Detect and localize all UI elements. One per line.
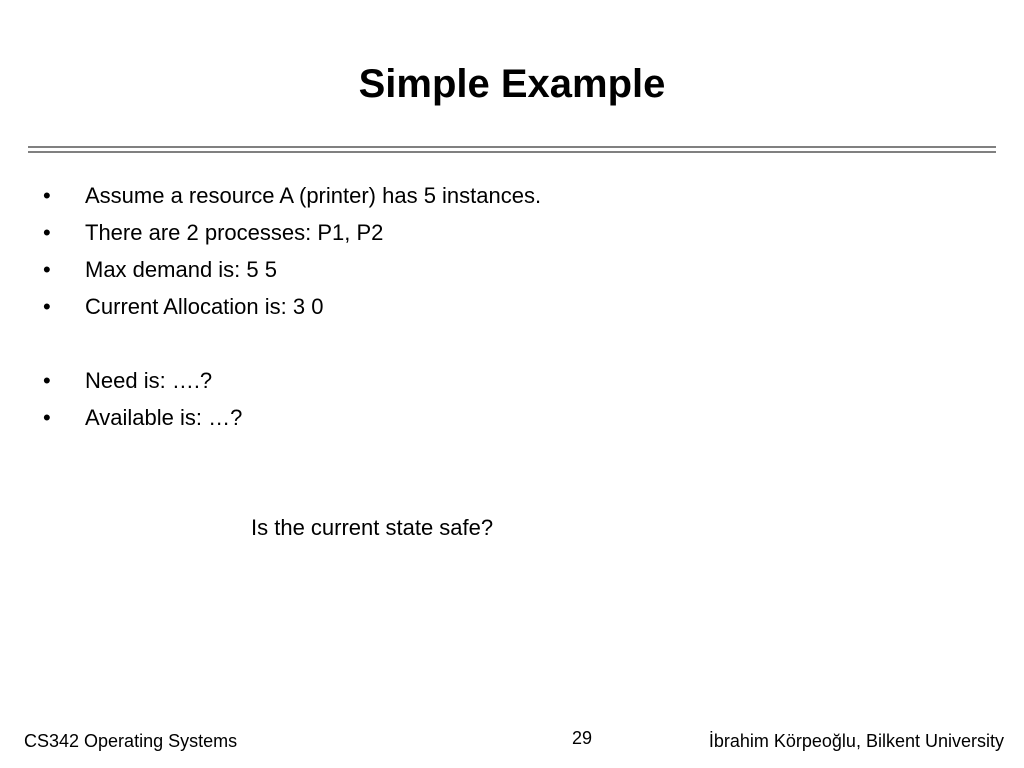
bullet-item-available	[43, 403, 242, 433]
bullet-text: Max demand is: 5 5	[85, 257, 277, 282]
bullet-item-max-demand	[43, 255, 277, 285]
bullet-item-resource	[43, 181, 541, 211]
bullet-text: Assume a resource A (printer) has 5 instances.	[85, 183, 542, 208]
bullet-item-need	[43, 366, 212, 396]
bullet-dot: •	[43, 405, 51, 430]
bullet-text: Need is: ….?	[85, 368, 213, 393]
bullet-dot: •	[43, 183, 51, 208]
bullet-item-processes	[43, 218, 383, 248]
bullet-text: Current Allocation is: 3 0	[85, 294, 324, 319]
footer-course-name: CS342 Operating Systems	[24, 731, 238, 751]
footer-page-number: 29	[571, 728, 593, 748]
bullet-item-current-allocation	[43, 292, 323, 322]
bullet-dot: •	[43, 368, 51, 393]
bullet-text: Available is: …?	[85, 405, 243, 430]
bullet-dot: •	[43, 220, 51, 245]
bullet-dot: •	[43, 257, 51, 282]
bullet-text: There are 2 processes: P1, P2	[85, 220, 384, 245]
slide-title: Simple Example	[358, 62, 666, 106]
bullet-dot: •	[43, 294, 51, 319]
footer-author: İbrahim Körpeoğlu, Bilkent University	[708, 731, 1004, 751]
safety-question: Is the current state safe?	[251, 515, 494, 540]
